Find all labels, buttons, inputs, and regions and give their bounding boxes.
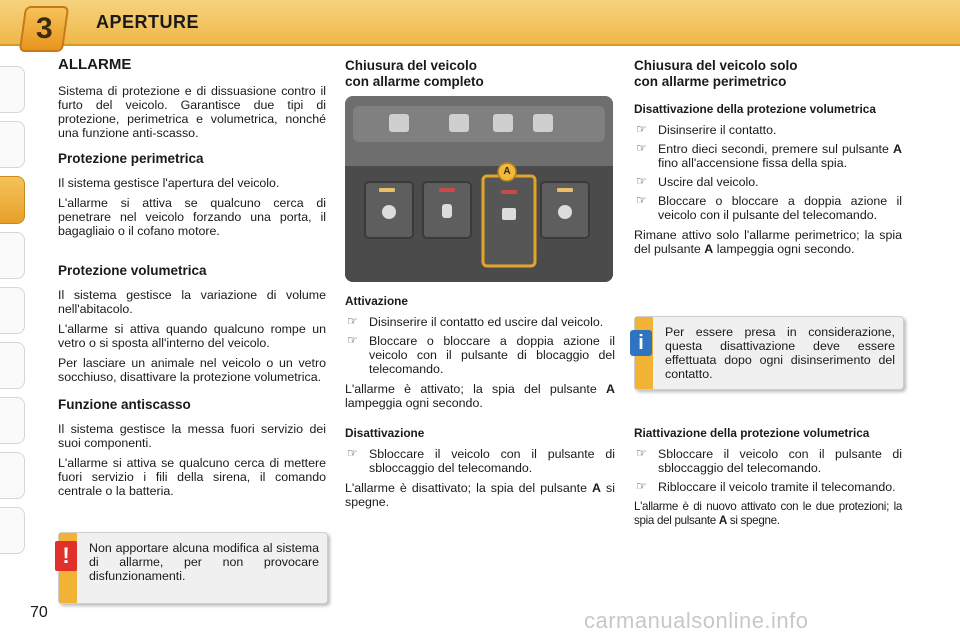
subsection-title: Riattivazione della protezione volumetrica [634,426,870,440]
paragraph: Rimane attivo solo l'allarme perimetrico; la spia del pulsante A lampeggia ogni secondo. [634,228,902,256]
section-title: Chiusura del veicolo solo con allarme perimetrico [634,58,798,89]
list-item: ☞ Sbloccare il veicolo con il pulsante di sbloccaggio del telecomando. [636,446,902,475]
chapter-tab[interactable] [0,66,25,113]
chapter-tab[interactable] [0,232,25,279]
column-allarme-completo [345,58,615,515]
list-item: ☞ Entro dieci secondi, premere sul pulsante A fino all'accensione fissa della spia. [636,141,902,170]
warning-icon: ! [55,541,77,571]
chapter-tab[interactable] [0,287,25,334]
paragraph: Il sistema gestisce la variazione di volume nell'abitacolo. [58,288,326,316]
paragraph: Sistema di protezione e di dissuasione contro il furto del veicolo. Garantisce due tipi di protezione, perimetrica e volumetrica, nonché una funzione anti-scasso. [58,84,326,140]
list-item: ☞ Bloccare o bloccare a doppia azione il veicolo con il pulsante del telecomando. [636,193,902,222]
subsection-title: Protezione volumetrica [58,263,207,278]
paragraph: Per lasciare un animale nel veicolo o un vetro socchiuso, disattivare la protezione volumetrica. [58,356,326,384]
subsection-title: Attivazione [345,294,408,308]
bullet-list [634,447,902,494]
paragraph: L'allarme si attiva se qualcuno cerca di penetrare nel veicolo forzando una porta, il bagagliaio o il cofano motore. [58,196,326,238]
chapter-tab-active[interactable] [0,176,25,224]
chapter-tab[interactable] [0,452,25,499]
page-number: 70 [30,604,48,621]
paragraph: L'allarme è disattivato; la spia del pulsante A si spegne. [345,481,615,509]
chapter-tab[interactable] [0,121,25,168]
list-item: ☞ Bloccare o bloccare a doppia azione il veicolo con il pulsante di blocaggio del telecomando. [347,333,615,376]
info-note [634,316,904,390]
column-allarme [58,58,326,504]
list-item: ☞ Disinserire il contatto ed uscire dal veicolo. [347,314,604,329]
bullet-list [345,315,615,376]
pointing-hand-icon: ☞ [347,314,358,328]
list-item: ☞ Sbloccare il veicolo con il pulsante di sbloccaggio del telecomando. [347,446,615,475]
paragraph: L'allarme si attiva se qualcuno cerca di mettere fuori servizio i fili della sirena, il comando centrale o la batteria. [58,456,326,498]
pointing-hand-icon: ☞ [636,193,647,207]
paragraph: Il sistema gestisce la messa fuori servizio dei suoi componenti. [58,422,326,450]
pointing-hand-icon: ☞ [636,446,647,460]
section-title-allarme: ALLARME [58,56,132,73]
warning-note-text: Non apportare alcuna modifica al sistema di allarme, per non provocare disfunzionamenti. [89,541,319,583]
dashboard-buttons-photo [345,96,613,282]
paragraph: L'allarme è di nuovo attivato con le due protezioni; la spia del pulsante A si spegne. [634,500,902,527]
paragraph: L'allarme è attivato; la spia del pulsante A lampeggia ogni secondo. [345,382,615,410]
list-item: ☞ Ribloccare il veicolo tramite il telecomando. [636,479,896,494]
watermark: carmanualsonline.info [584,608,809,633]
subsection-title: Disattivazione [345,426,425,440]
column-allarme-perimetrico [634,58,902,262]
bullet-list [634,123,902,222]
chapter-tab[interactable] [0,507,25,554]
pointing-hand-icon: ☞ [347,446,358,460]
chapter-number-badge: 3 [19,6,69,52]
pointing-hand-icon: ☞ [347,333,358,347]
chapter-header [0,0,960,46]
chapter-tab[interactable] [0,342,25,389]
warning-note [58,532,328,604]
paragraph: Il sistema gestisce l'apertura del veicolo. [58,176,280,190]
chapter-tabs [0,66,30,562]
paragraph: L'allarme si attiva quando qualcuno rompe un vetro o si sposta all'interno del veicolo. [58,322,326,350]
info-icon: i [630,330,652,356]
button-a-label: A [503,166,511,177]
subsection-title: Disattivazione della protezione volumetrica [634,102,876,116]
riattivazione-section [634,426,902,534]
bullet-list [345,447,615,475]
section-title: Chiusura del veicolo con allarme completo [345,58,484,89]
subsection-title: Protezione perimetrica [58,151,204,166]
pointing-hand-icon: ☞ [636,479,647,493]
dashboard-photo-illustration [345,96,613,282]
list-item: ☞ Disinserire il contatto. [636,122,777,137]
pointing-hand-icon: ☞ [636,141,647,155]
chapter-title: APERTURE [96,12,200,32]
pointing-hand-icon: ☞ [636,122,647,136]
list-item: ☞ Uscire dal veicolo. [636,174,759,189]
subsection-title: Funzione antiscasso [58,397,191,412]
chapter-tab[interactable] [0,397,25,444]
info-note-text: Per essere presa in considerazione, questa disattivazione deve essere effettuata dopo ogni disinserimento del contatto. [665,325,895,381]
pointing-hand-icon: ☞ [636,174,647,188]
